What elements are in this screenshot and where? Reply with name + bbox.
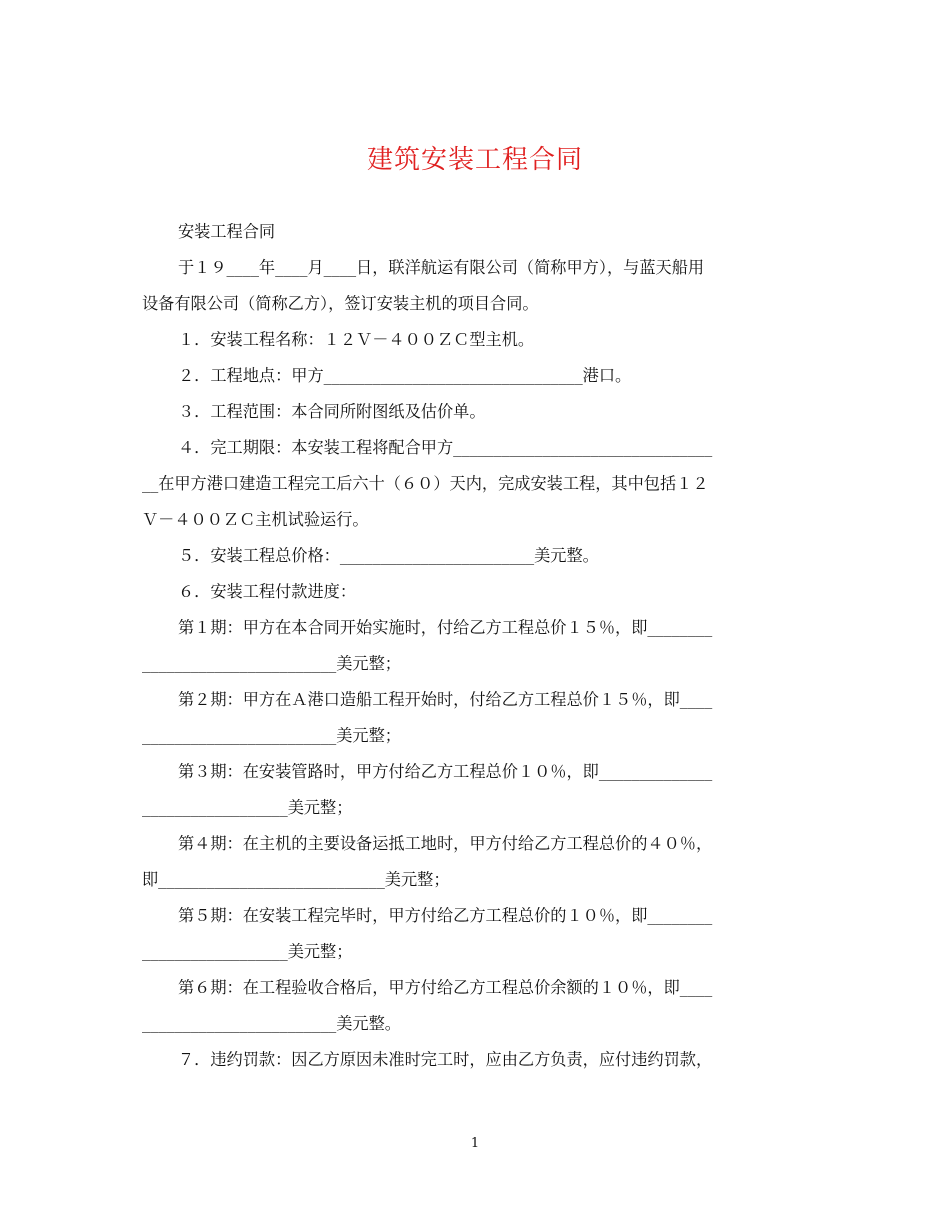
payment-phase-1-continuation: ________________________美元整； (142, 654, 401, 673)
payment-phase-4-continuation: 即____________________________美元整； (142, 870, 450, 889)
payment-phase-3-continuation: __________________美元整； (142, 798, 353, 817)
paragraph-line: 于１９____年____月____日，联洋航运有限公司（简称甲方），与蓝天船用 (178, 258, 705, 277)
payment-phase-6-continuation: ________________________美元整。 (142, 1014, 401, 1033)
clause-7-line: ７．违约罚款：因乙方原因未准时完工时，应由乙方负责，应付违约罚款， (178, 1050, 713, 1069)
paragraph-line: 设备有限公司（简称乙方），签订安装主机的项目合同。 (142, 294, 539, 313)
clause-4-continuation: __在甲方港口建造工程完工后六十（６０）天内，完成安装工程，其中包括１２ (142, 474, 709, 493)
document-body (142, 214, 795, 1078)
payment-phase-3: 第３期：在安装管路时，甲方付给乙方工程总价１０％，即______________ (178, 762, 713, 781)
document-title: 建筑安装工程合同 (366, 145, 583, 175)
payment-phase-2: 第２期：甲方在Ａ港口造船工程开始时，付给乙方工程总价１５％，即____ (178, 690, 713, 709)
clause-4-line: ４．完工期限：本安装工程将配合甲方________________________________ (178, 438, 713, 457)
subtitle-line: 安装工程合同 (178, 222, 276, 241)
payment-phase-5-continuation: __________________美元整； (142, 942, 353, 961)
payment-phase-4: 第４期：在主机的主要设备运抵工地时，甲方付给乙方工程总价的４０％， (178, 834, 713, 853)
payment-phase-1: 第１期：甲方在本合同开始实施时，付给乙方工程总价１５％，即________ (178, 618, 713, 637)
clause-2-line: ２．工程地点：甲方________________________________港口。 (178, 366, 632, 385)
clause-4-continuation: Ｖ－４００ＺＣ主机试验运行。 (142, 510, 369, 529)
clause-3-line: ３．工程范围：本合同所附图纸及估价单。 (178, 402, 486, 421)
payment-phase-2-continuation: ________________________美元整； (142, 726, 401, 745)
payment-phase-5: 第５期：在安装工程完毕时，甲方付给乙方工程总价的１０％，即________ (178, 906, 713, 925)
clause-1-line: １．安装工程名称：１２Ｖ－４００ＺＣ型主机。 (178, 330, 535, 349)
page-number: 1 (470, 1136, 480, 1151)
clause-6-line: ６．安装工程付款进度： (178, 582, 357, 601)
clause-5-line: ５．安装工程总价格：________________________美元整。 (178, 546, 599, 565)
payment-phase-6: 第６期：在工程验收合格后，甲方付给乙方工程总价余额的１０％，即____ (178, 978, 713, 997)
